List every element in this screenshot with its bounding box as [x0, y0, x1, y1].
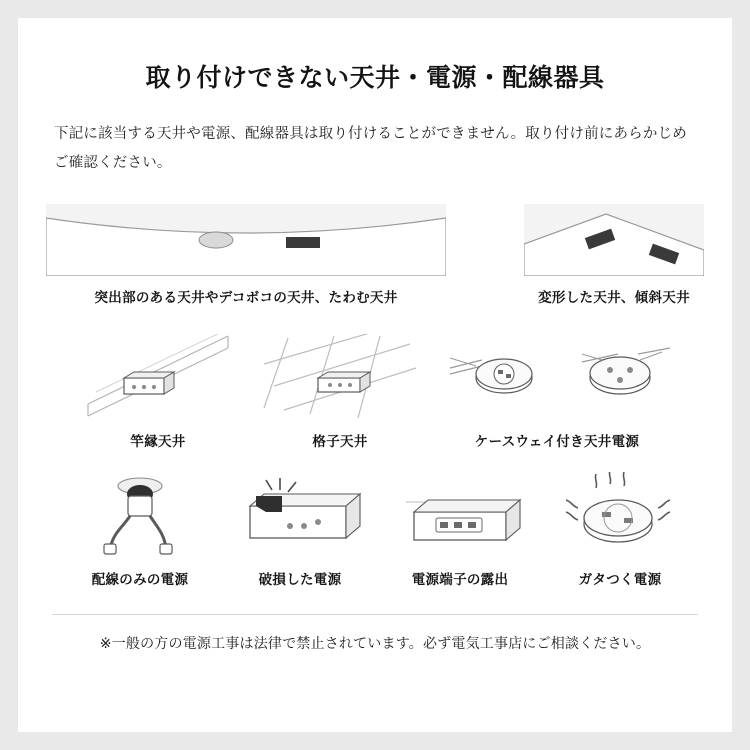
item-wobbly-power — [540, 472, 700, 588]
item-bumpy-ceiling — [46, 204, 446, 306]
illustration-row-2 — [78, 334, 672, 450]
exposed-terminal-illustration — [380, 472, 540, 562]
item-slanted-ceiling — [524, 204, 704, 306]
bumpy-ceiling-illustration — [46, 204, 446, 276]
item-exposed-terminal — [380, 472, 540, 588]
slanted-ceiling-illustration — [524, 204, 704, 276]
item-caption: ガタつく電源 — [578, 572, 662, 587]
wobbly-power-illustration — [540, 472, 700, 562]
item-caption: 変形した天井、傾斜天井 — [538, 290, 690, 305]
footer-note: ※一般の方の電源工事は法律で禁止されています。必ず電気工事店にご相談ください。 — [52, 614, 698, 653]
damaged-power-illustration — [220, 472, 380, 562]
item-caption: 竿縁天井 — [130, 434, 186, 449]
item-wiring-only-power — [60, 472, 220, 588]
lattice-ceiling-illustration — [260, 334, 420, 424]
illustration-row-3 — [60, 472, 690, 588]
item-caption: 電源端子の露出 — [411, 572, 509, 587]
wiring-only-power-illustration — [60, 472, 220, 562]
item-caseway-ceiling-power — [442, 334, 672, 450]
item-caption: 突出部のある天井やデコボコの天井、たわむ天井 — [94, 290, 398, 305]
item-caption: ケースウェイ付き天井電源 — [474, 434, 640, 449]
caseway-ceiling-power-illustration — [442, 334, 672, 424]
item-damaged-power — [220, 472, 380, 588]
lead-paragraph: 下記に該当する天井や電源、配線器具は取り付けることができません。取り付け前にあらかじめご確認ください。 — [54, 126, 687, 171]
item-lattice-ceiling — [260, 334, 420, 450]
document-card — [18, 18, 732, 732]
item-saobuchi-ceiling — [78, 334, 238, 450]
saobuchi-ceiling-illustration — [78, 334, 238, 424]
item-caption: 配線のみの電源 — [91, 572, 189, 587]
item-caption: 格子天井 — [312, 434, 368, 449]
item-caption: 破損した電源 — [258, 572, 342, 587]
page-title: 取り付けできない天井・電源・配線器具 — [145, 64, 605, 92]
illustration-row-1 — [46, 204, 704, 306]
